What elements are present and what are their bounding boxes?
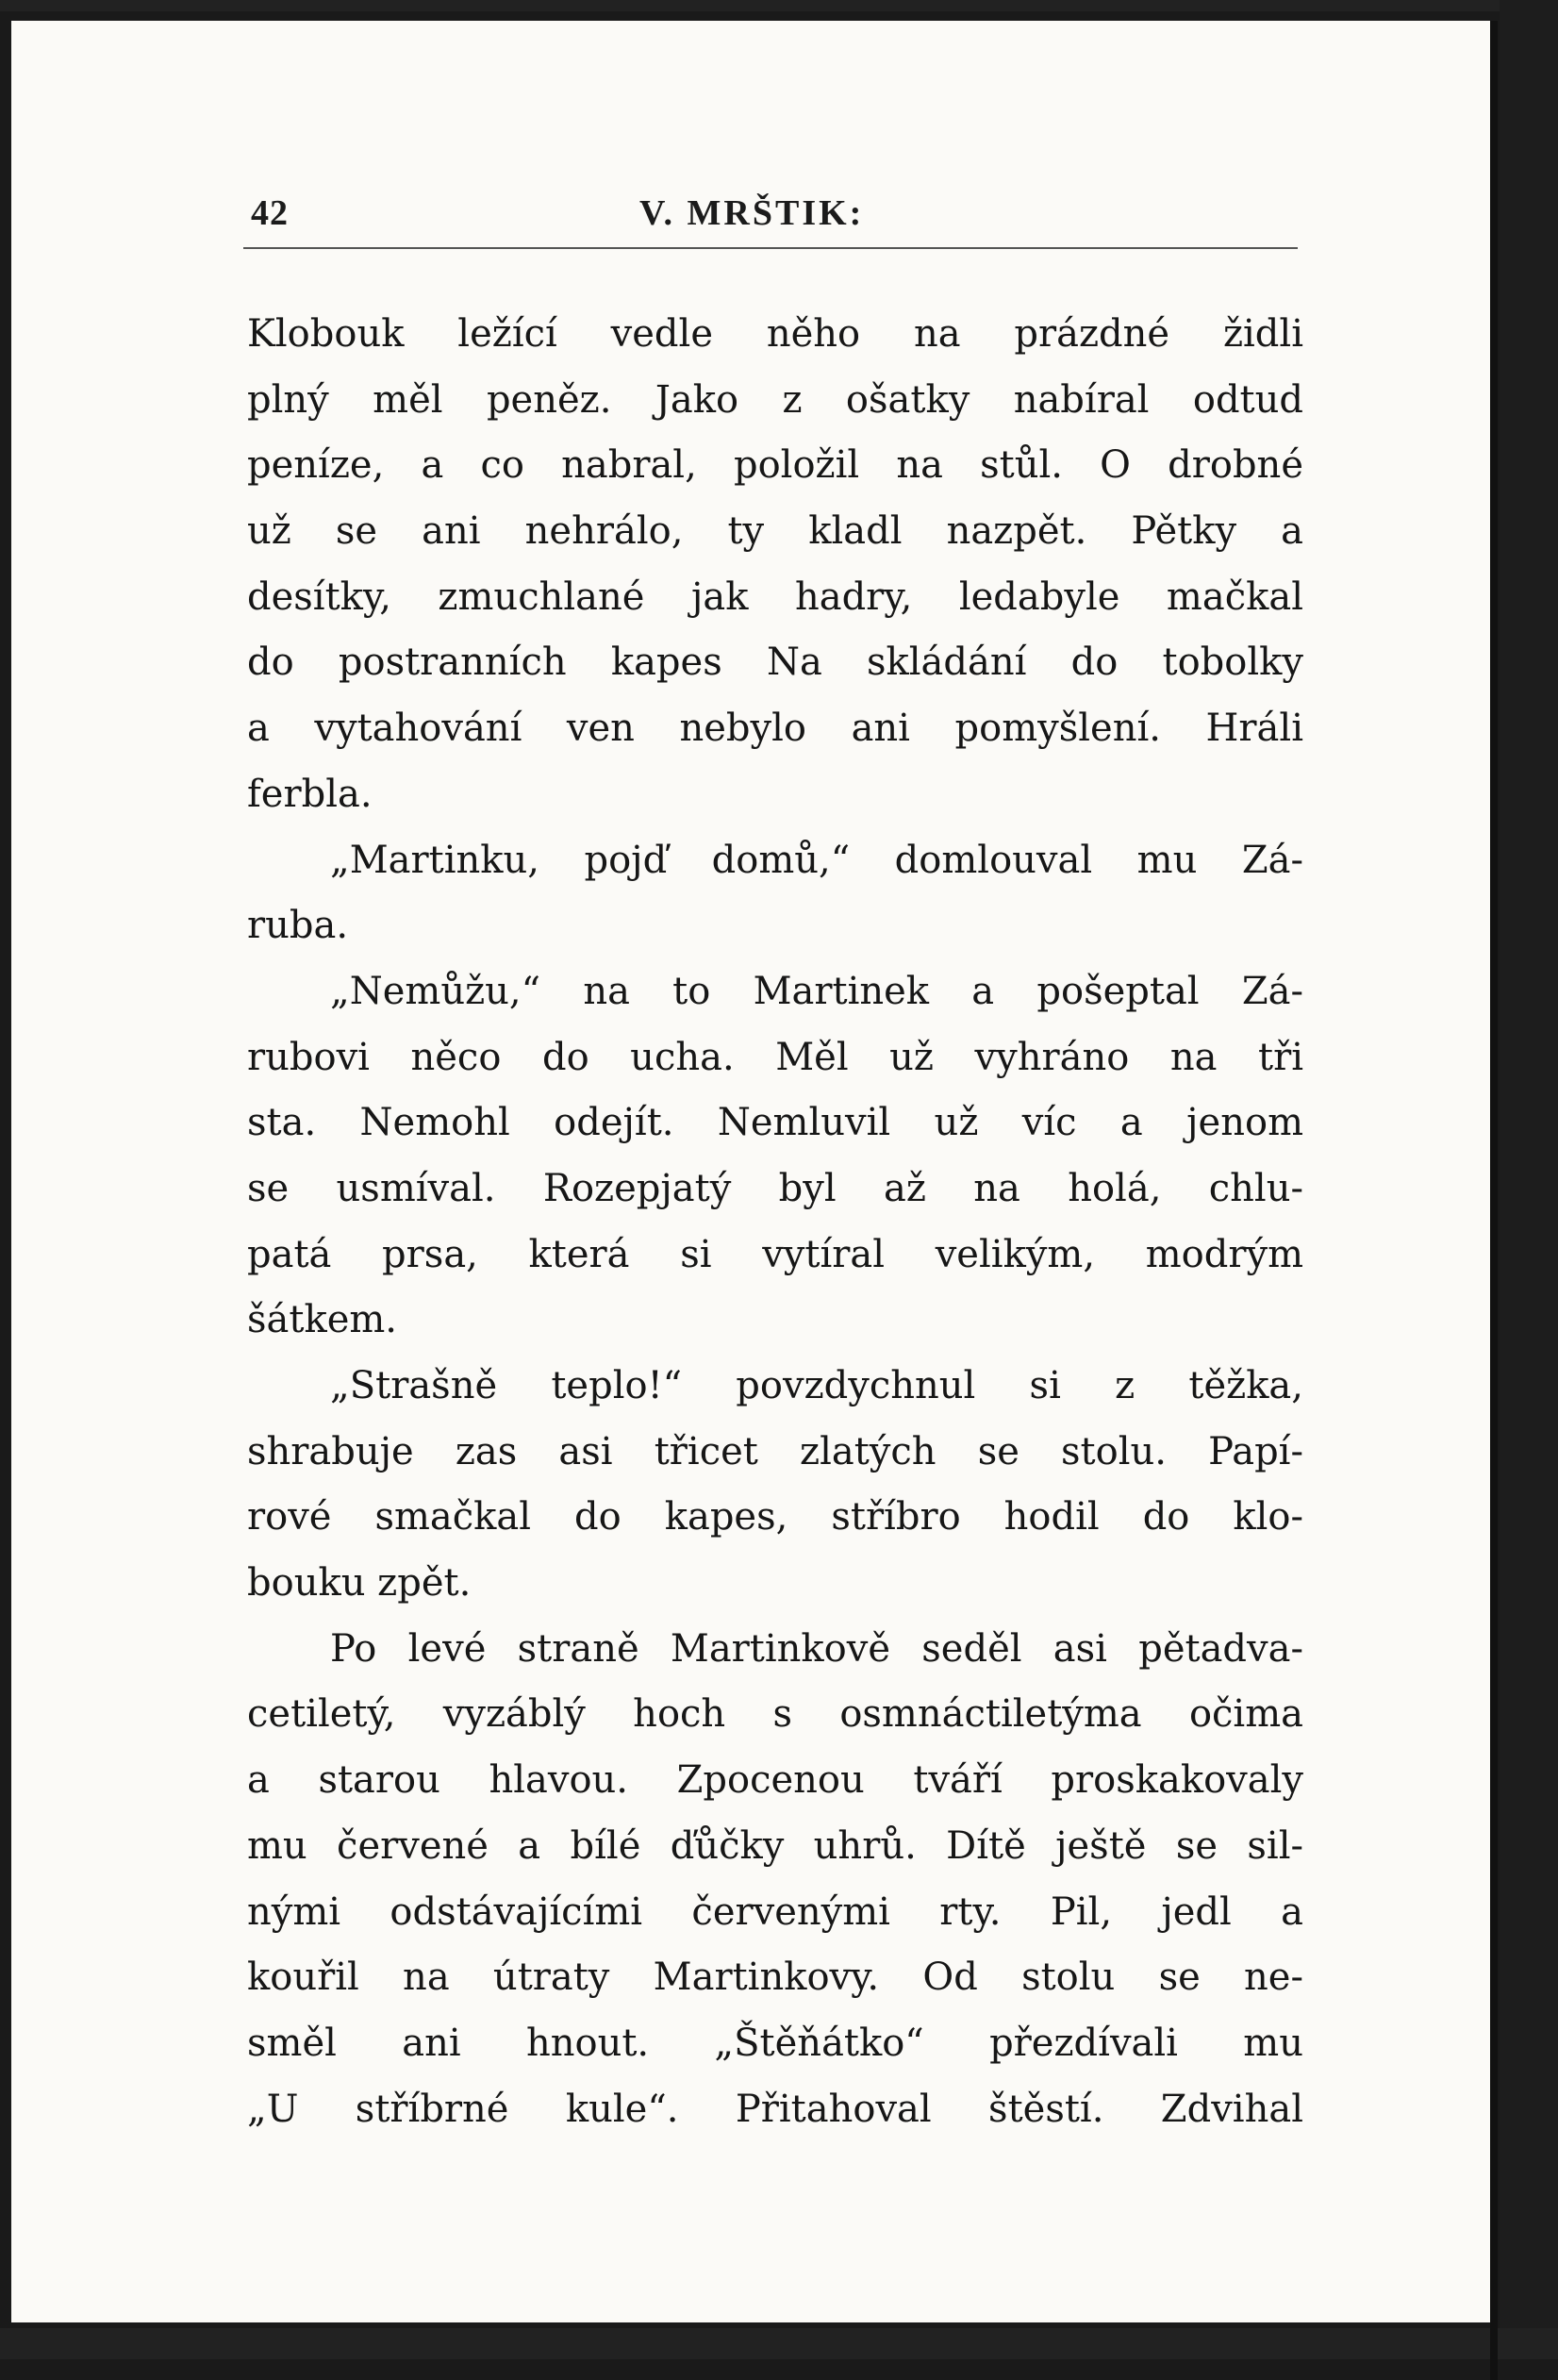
scan-border-right — [1500, 0, 1558, 2359]
page-header — [243, 181, 1298, 238]
text-line: už se ani nehrálo, ty kladl nazpět. Pětky a — [247, 509, 1303, 554]
text-line: „Nemůžu,“ na to Martinek a pošeptal Zá- — [330, 969, 1303, 1013]
text-line: směl ani hnout. „Štěňátko“ přezdívali mu — [247, 2021, 1303, 2065]
scan-border-top — [0, 0, 1558, 11]
page-number: 42 — [251, 193, 289, 233]
text-line: patá prsa, která si vytíral velikým, modrým — [247, 1232, 1303, 1276]
text-line: do postranních kapes Na skládání do tobolky — [247, 641, 1303, 685]
text-line: Klobouk ležící vedle něho na prázdné židli — [247, 312, 1303, 356]
text-line: nými odstávajícími červenými rty. Pil, jedl a — [247, 1889, 1303, 1934]
text-line: šátkem. — [247, 1298, 398, 1342]
header-rule — [243, 247, 1298, 249]
text-line: ferbla. — [247, 772, 373, 816]
text-line: sta. Nemohl odejít. Nemluvil už víc a jenom — [247, 1101, 1303, 1145]
text-line: se usmíval. Rozepjatý byl až na holá, chlu- — [247, 1166, 1303, 1210]
page-edge — [1490, 21, 1498, 2380]
scan-border-bottom — [0, 2328, 1558, 2359]
text-line: Po levé straně Martinkově seděl asi pětadva- — [330, 1626, 1303, 1671]
text-line: „Strašně teplo!“ povzdychnul si z těžka, — [330, 1364, 1303, 1407]
text-line: plný měl peněz. Jako z ošatky nabíral odtud — [247, 377, 1303, 422]
text-line: ruba. — [247, 904, 349, 948]
text-line: rubovi něco do ucha. Měl už vyhráno na tři — [247, 1035, 1303, 1079]
text-line: kouřil na útraty Martinkovy. Od stolu se ne- — [247, 1956, 1303, 2000]
text-line: bouku zpět. — [247, 1561, 472, 1606]
running-head: V. MRŠTIK: — [639, 193, 865, 233]
text-line: cetiletý, vyzáblý hoch s osmnáctiletýma očima — [247, 1692, 1303, 1737]
text-line: „Martinku, pojď domů,“ domlouval mu Zá- — [330, 838, 1303, 882]
text-line: shrabuje zas asi třicet zlatých se stolu. Papí- — [247, 1429, 1303, 1473]
text-line: „U stříbrné kule“. Přitahoval štěstí. Zdvihal — [247, 2087, 1303, 2131]
text-line: peníze, a co nabral, položil na stůl. O drobné — [247, 443, 1303, 488]
text-line: a starou hlavou. Zpocenou tváří proskakovaly — [247, 1758, 1303, 1803]
text-line: mu červené a bílé ďůčky uhrů. Dítě ještě se sil- — [247, 1823, 1303, 1868]
body-text — [247, 302, 1303, 2142]
text-line: a vytahování ven nebylo ani pomyšlení. Hráli — [247, 707, 1303, 751]
text-line: rové smačkal do kapes, stříbro hodil do klo- — [247, 1495, 1303, 1540]
text-line: desítky, zmuchlané jak hadry, ledabyle mačkal — [247, 574, 1303, 619]
